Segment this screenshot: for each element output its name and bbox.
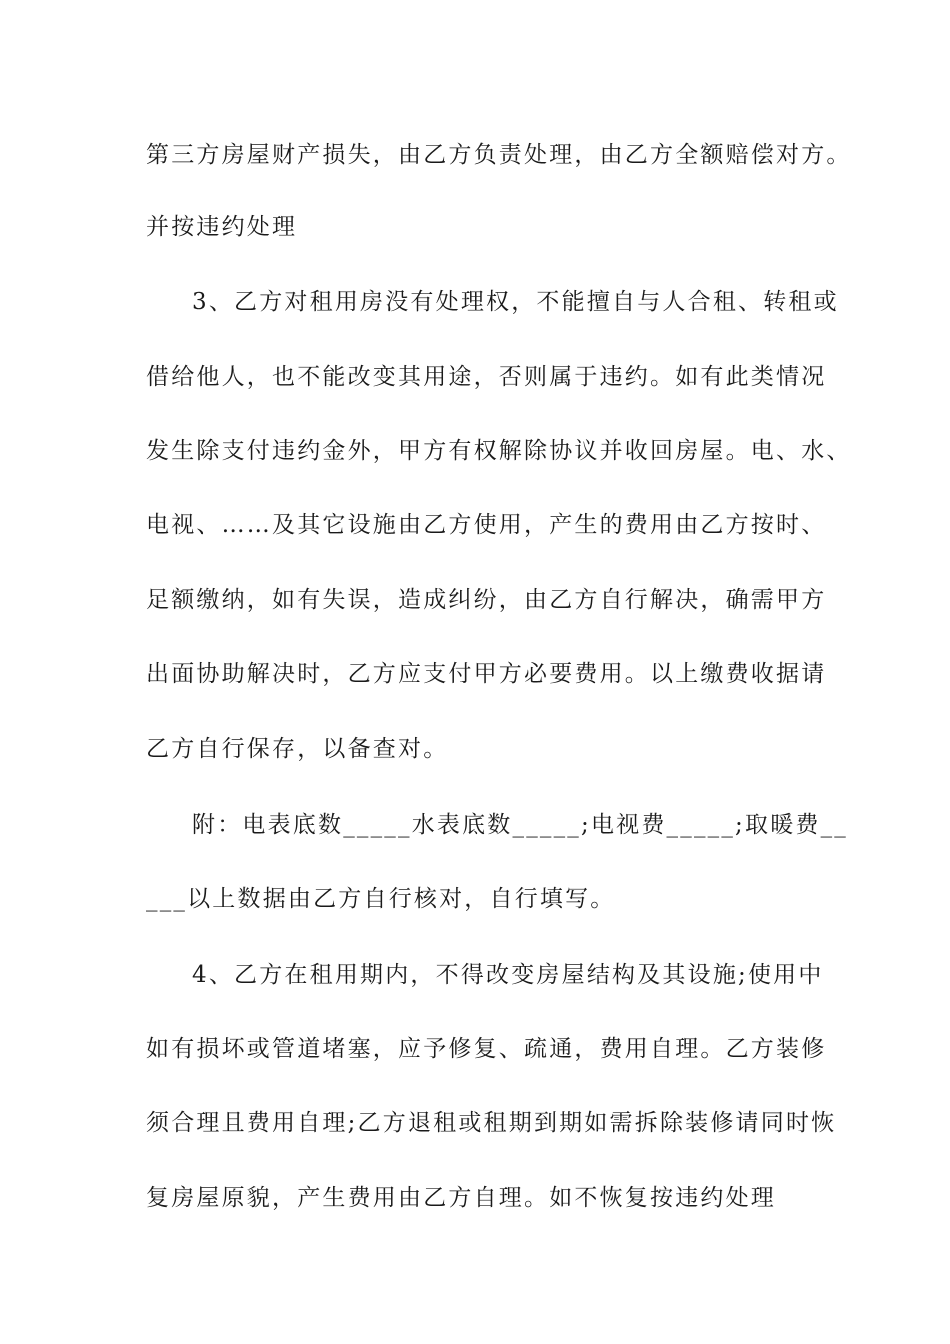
text-line: 第三方房屋财产损失，由乙方负责处理，由乙方全额赔偿对方。 (146, 142, 852, 168)
text-line: 出面协助解决时，乙方应支付甲方必要费用。以上缴费收据请 (146, 661, 827, 687)
text-line: 乙方自行保存，以备查对。 (146, 736, 449, 762)
text-line: 足额缴纳，如有失误，造成纠纷，由乙方自行解决，确需甲方 (146, 587, 827, 613)
text-line: ___以上数据由乙方自行核对，自行填写。 (146, 886, 616, 912)
text-line: 并按违约处理 (146, 214, 298, 240)
text-line: 借给他人，也不能改变其用途，否则属于违约。如有此类情况 (146, 364, 827, 390)
text-line: 附：电表底数_____水表底数_____;电视费_____;取暖费__ (192, 812, 848, 838)
text-line: 4、乙方在租用期内，不得改变房屋结构及其设施;使用中 (192, 962, 824, 988)
text-line: 复房屋原貌，产生费用由乙方自理。如不恢复按违约处理 (146, 1185, 776, 1211)
text-line: 须合理且费用自理;乙方退租或租期到期如需拆除装修请同时恢 (146, 1110, 837, 1136)
text-line: 电视、……及其它设施由乙方使用，产生的费用由乙方按时、 (146, 512, 827, 538)
text-line: 3、乙方对租用房没有处理权，不能擅自与人合租、转租或 (192, 289, 839, 315)
text-line: 如有损坏或管道堵塞，应予修复、疏通，费用自理。乙方装修 (146, 1036, 827, 1062)
text-line: 发生除支付违约金外，甲方有权解除协议并收回房屋。电、水、 (146, 438, 852, 464)
